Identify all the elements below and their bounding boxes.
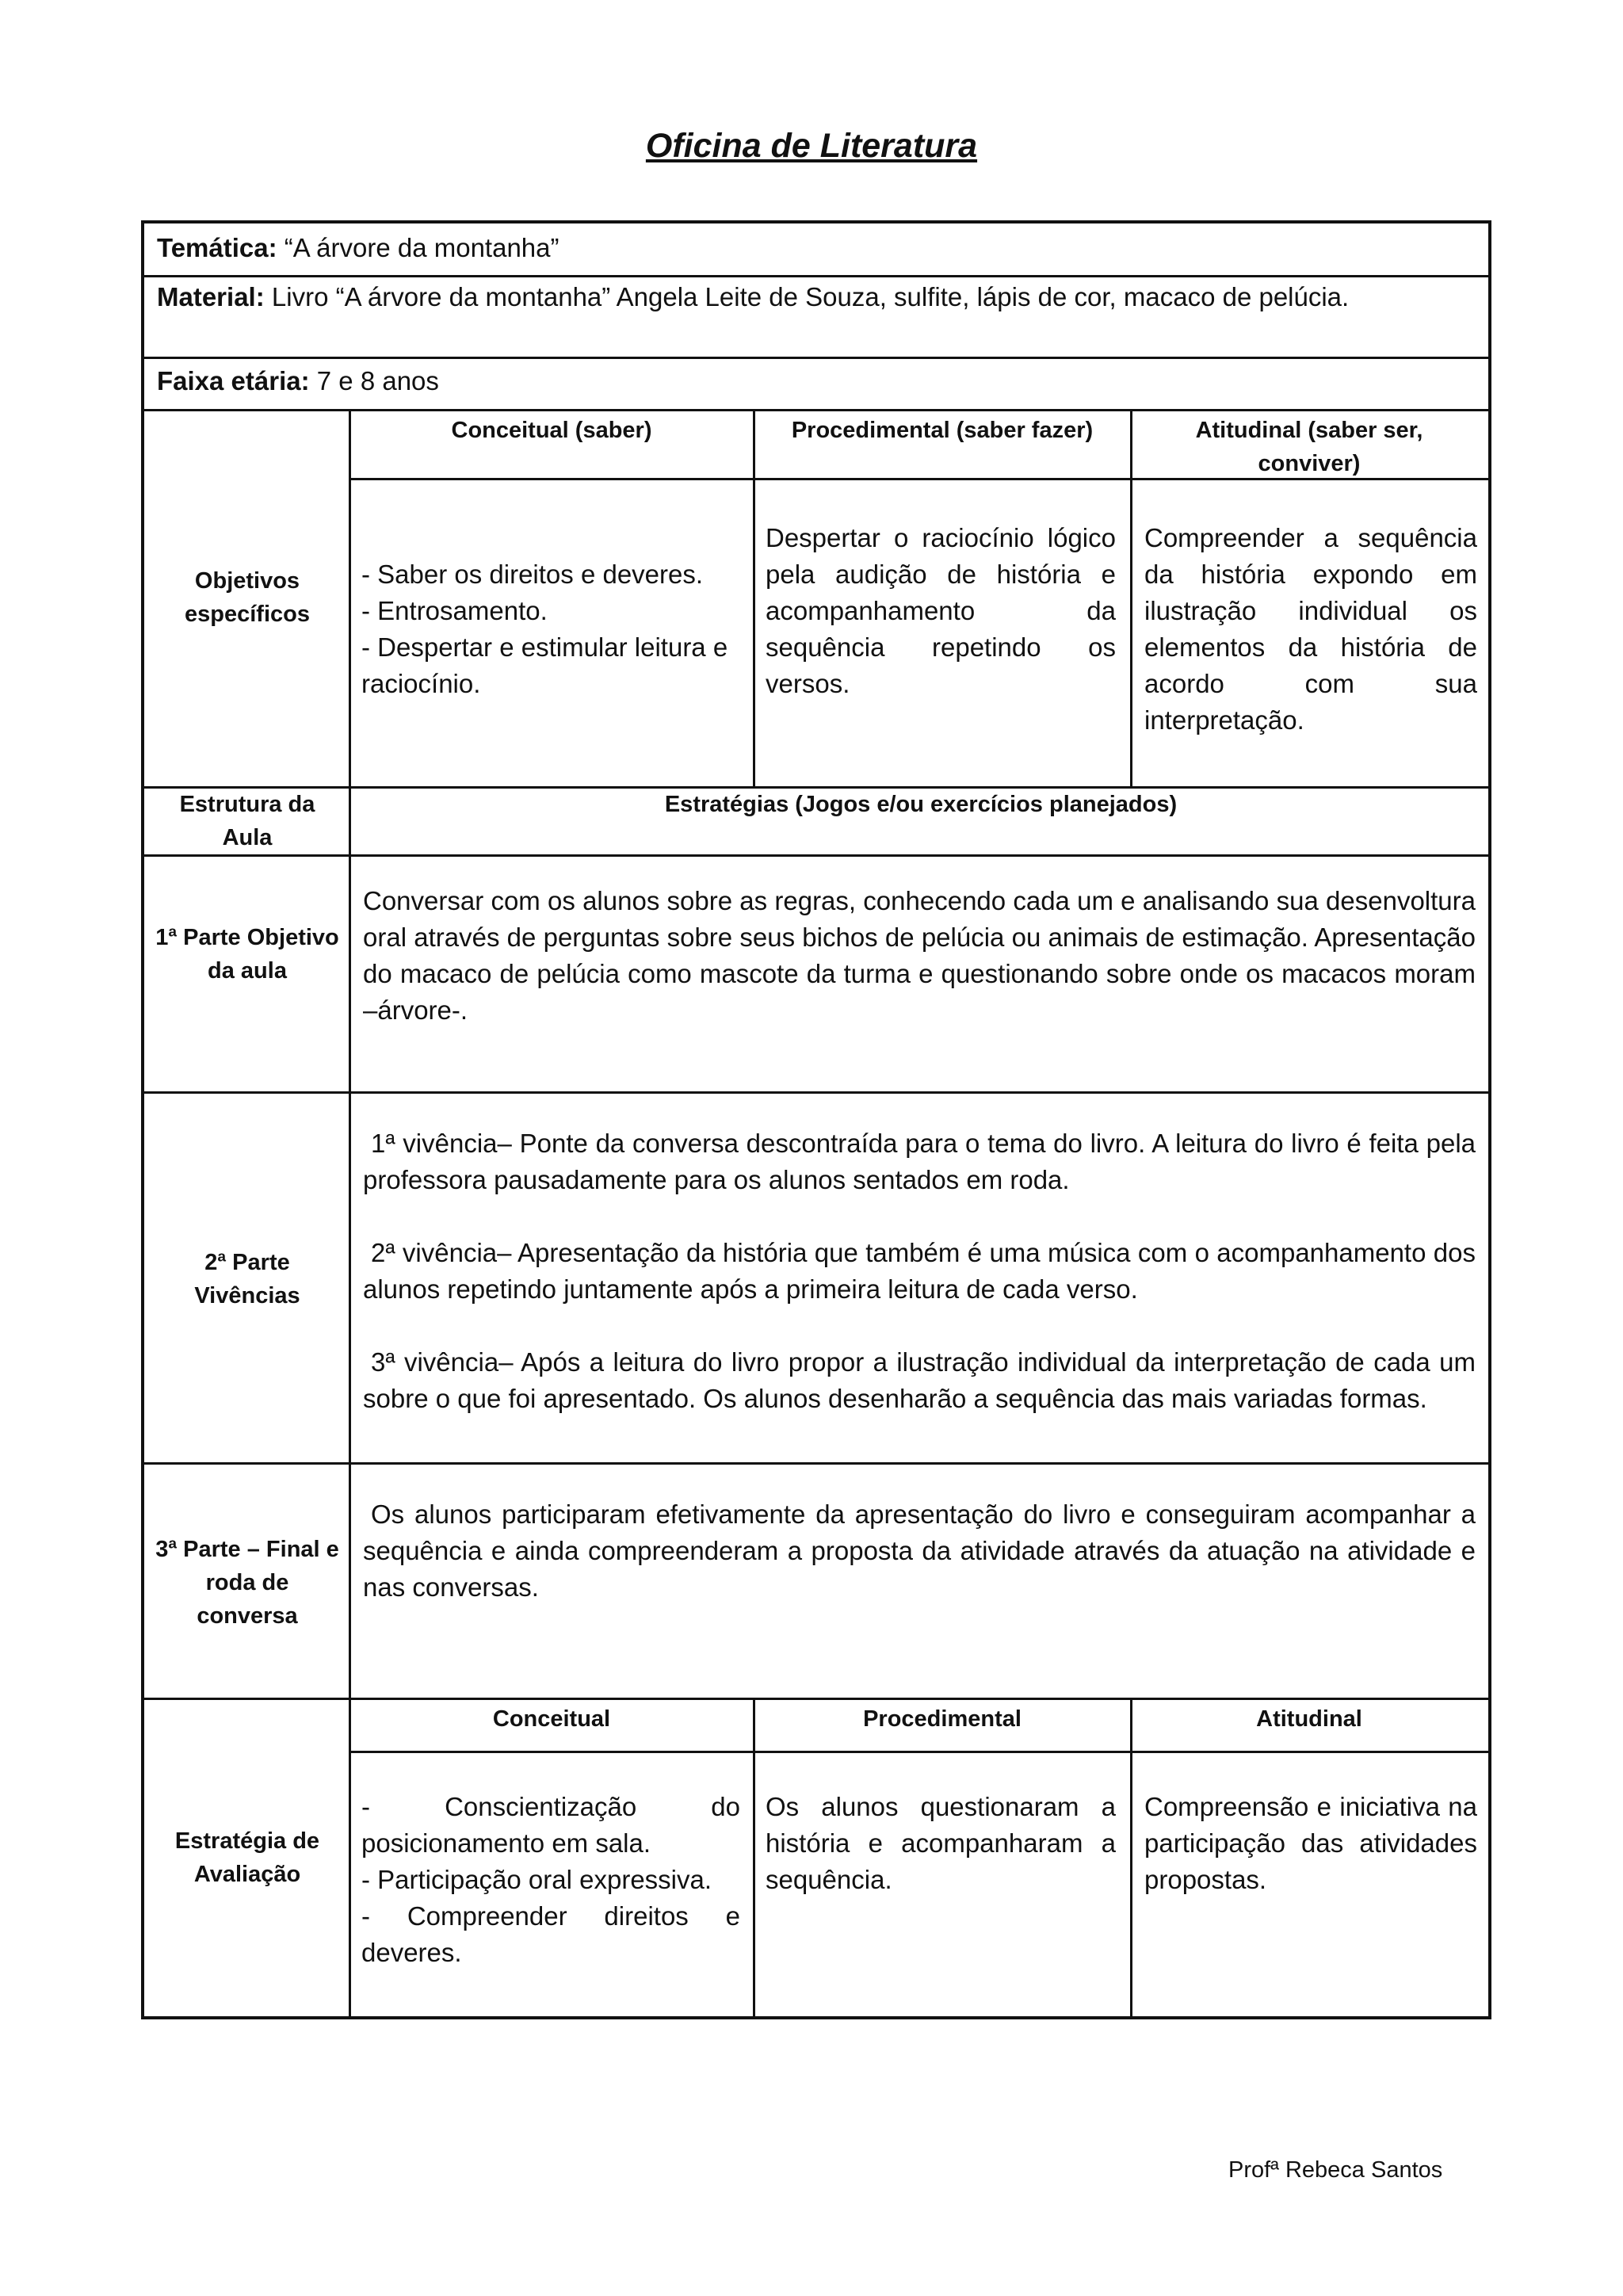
- material-label: Material:: [157, 282, 265, 311]
- column-divider: [1130, 409, 1132, 786]
- avaliacao-header-conceitual: Conceitual: [492, 1706, 611, 1732]
- parte3-label: 3ª Parte – Final e roda de conversa: [155, 1537, 339, 1629]
- objetivos-atitudinal-cell: Compreender a sequência da história expondo em ilustração individual os elementos da história de acordo com sua interpretação.: [1144, 523, 1477, 735]
- tematica-label: Temática:: [157, 233, 277, 262]
- objetivos-procedimental-cell: Despertar o raciocínio lógico pela audição de história e acompanhamento da sequência repetindo os versos.: [766, 523, 1116, 698]
- row-divider: [144, 1462, 1491, 1465]
- objetivos-label: Objetivos específicos: [185, 568, 310, 627]
- avaliacao-atitudinal-cell: Compreensão e iniciativa na participação das atividades propostas.: [1144, 1792, 1477, 1894]
- column-divider: [1130, 1698, 1132, 2019]
- row-divider: [144, 357, 1491, 359]
- parte3-text: Os alunos participaram efetivamente da apresentação do livro e conseguiram acompanhar a sequência e ainda compreenderam a proposta da atividade através da atuação na atividade e nas conversas.: [363, 1499, 1476, 1602]
- row-divider: [144, 275, 1491, 277]
- avaliacao-procedimental-cell: Os alunos questionaram a história e acompanharam a sequência.: [766, 1792, 1116, 1894]
- objetivos-header-procedimental: Procedimental (saber fazer): [791, 418, 1094, 443]
- faixa-value: 7 e 8 anos: [316, 366, 439, 395]
- page-title: Oficina de Literatura: [645, 127, 978, 165]
- avaliacao-header-procedimental: Procedimental: [863, 1706, 1022, 1732]
- author-footer: Profª Rebeca Santos: [1228, 2157, 1443, 2183]
- objetivos-header-atitudinal: Atitudinal (saber ser, conviver): [1195, 418, 1423, 476]
- avaliacao-conceitual-cell: [361, 1789, 740, 1971]
- objetivos-header-conceitual: Conceitual (saber): [451, 418, 652, 443]
- avaliacao-header-atitudinal: Atitudinal: [1256, 1706, 1362, 1732]
- avaliacao-label: Estratégia de Avaliação: [174, 1828, 320, 1887]
- column-divider: [753, 409, 755, 786]
- row-divider: [144, 409, 1491, 411]
- tematica-row: [157, 230, 1472, 266]
- avaliacao-item: - Conscientização do posicionamento em sala.: [361, 1792, 740, 1858]
- objetivo-item: - Entrosamento.: [361, 596, 548, 625]
- column-divider: [349, 409, 351, 2019]
- vivencia-item: 1ª vivência– Ponte da conversa descontraída para o tema do livro. A leitura do livro é feita pela professora pausadamente para os alunos sentados em roda.: [363, 1129, 1476, 1194]
- row-divider: [144, 1091, 1491, 1094]
- estrategias-header: Estratégias (Jogos e/ou exercícios planejados): [664, 792, 1178, 817]
- objetivo-item: - Saber os direitos e deveres.: [361, 560, 704, 589]
- parte1-label: 1ª Parte Objetivo da aula: [155, 925, 339, 984]
- vivencia-item: 3ª vivência– Após a leitura do livro propor a ilustração individual da interpretação de cada um sobre o que foi apresentado. Os alunos desenharão a sequência das mais variadas formas.: [363, 1347, 1476, 1413]
- row-divider: [144, 1698, 1491, 1700]
- parte2-label: 2ª Parte Vivências: [194, 1250, 300, 1308]
- row-divider: [144, 854, 1491, 857]
- avaliacao-item: - Participação oral expressiva.: [361, 1865, 712, 1894]
- objetivos-conceitual-cell: [361, 556, 742, 702]
- row-divider: [349, 1751, 1491, 1753]
- faixa-label: Faixa etária:: [157, 366, 310, 395]
- objetivo-item: - Despertar e estimular leitura e raciocínio.: [361, 632, 728, 698]
- tematica-value: “A árvore da montanha”: [284, 233, 559, 262]
- faixa-row: [157, 363, 1472, 399]
- parte2-vivencias: [363, 1125, 1476, 1417]
- material-row: [157, 279, 1479, 315]
- lesson-plan-table: [141, 220, 1491, 2019]
- parte1-text: Conversar com os alunos sobre as regras, conhecendo cada um e analisando sua desenvoltura oral através de perguntas sobre seus bichos de pelúcia ou animais de estimação. Apresentação do macaco de pelúcia como mascote da turma e questionando sobre onde os macacos moram –árvore-.: [363, 886, 1476, 1025]
- estrutura-label: Estrutura da Aula: [179, 792, 315, 850]
- column-divider: [753, 1698, 755, 2019]
- avaliacao-item: - Compreender direitos e deveres.: [361, 1901, 740, 1967]
- material-value: Livro “A árvore da montanha” Angela Leite de Souza, sulfite, lápis de cor, macaco de pelúcia.: [271, 282, 1350, 311]
- vivencia-item: 2ª vivência– Apresentação da história que também é uma música com o acompanhamento dos alunos repetindo juntamente após a primeira leitura de cada verso.: [363, 1238, 1476, 1304]
